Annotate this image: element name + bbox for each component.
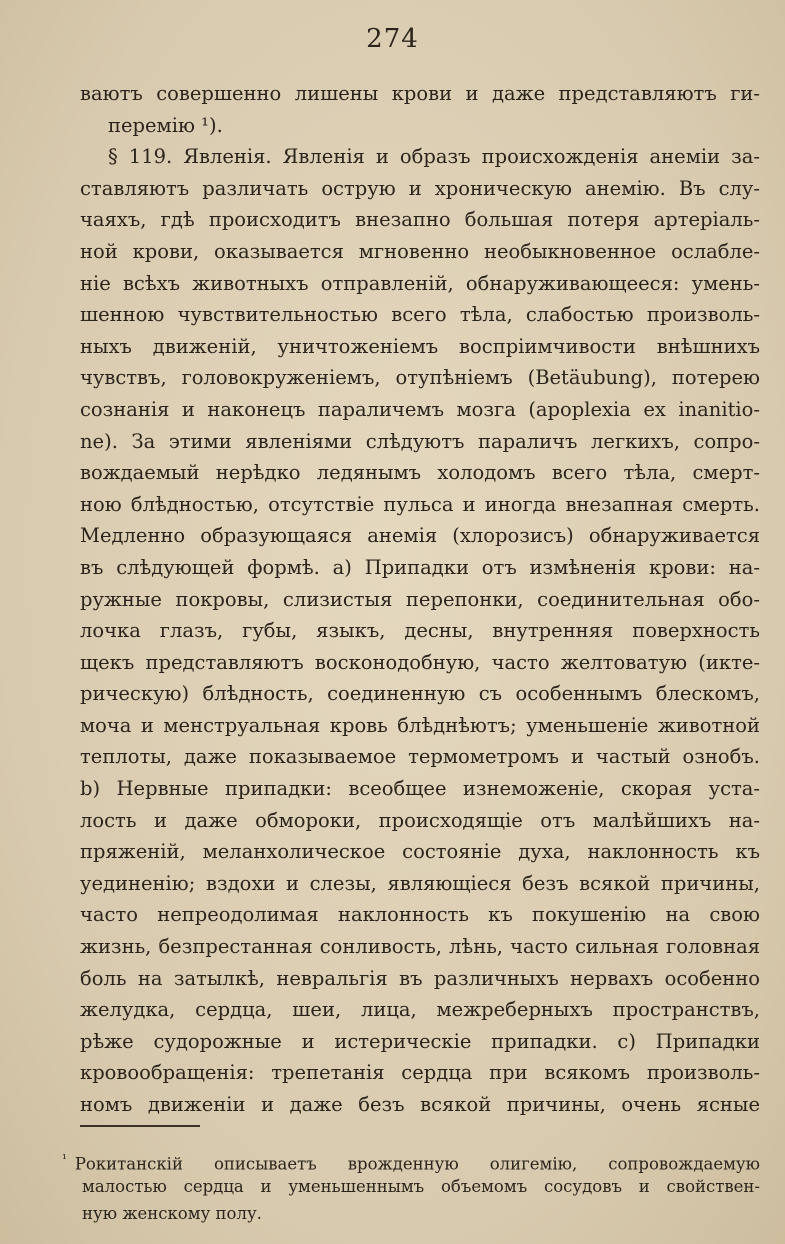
text-line: перемію ¹). (108, 113, 223, 137)
text-line: чувствъ, головокруженіемъ, отупѣніемъ (Betäubung), потерею (80, 366, 760, 390)
text-line: ніе всѣхъ животныхъ отправленій, обнаруживающееся: умень- (80, 271, 760, 295)
text-line: вождаемый нерѣдко ледянымъ холодомъ всего тѣла, смерт- (80, 461, 760, 485)
text-line: уединенію; вздохи и слезы, являющіеся безъ всякой причины, (80, 871, 760, 895)
text-line: b) Нервные припадки: всеобщее изнеможеніе, скорая уста- (80, 777, 760, 801)
text-line: ваютъ совершенно лишены крови и даже представляютъ ги- (80, 82, 760, 105)
text-line: въ слѣдующей формѣ. a) Припадки отъ измѣненія крови: на- (80, 555, 760, 579)
text-line: боль на затылкѣ, невральгія въ различныхъ нервахъ особенно (80, 966, 760, 990)
footnote-marker: ¹ (62, 1152, 67, 1166)
text-line: шенною чувствительностью всего тѣла, слабостью произволь- (80, 303, 760, 327)
text-line: ною блѣдностью, отсутствіе пульса и иногда внезапная смерть. (80, 492, 760, 516)
text-line: моча и менструальная кровь блѣднѣютъ; уменьшеніе животной (80, 713, 760, 737)
body-text (80, 78, 760, 1121)
footnote-text: Рокитанскій описываетъ врожденную олигемію, сопровождаемую (74, 1154, 760, 1174)
text-line: ной крови, оказывается мгновенно необыкновенное ослабле- (80, 239, 760, 263)
text-line: рическую) блѣдность, соединенную съ особеннымъ блескомъ, (80, 682, 760, 706)
text-line: ружные покровы, слизистыя перепонки, соединительная обо- (80, 587, 760, 611)
footnote (62, 1146, 760, 1227)
footnote-line (62, 1146, 760, 1173)
text-line: лочка глазъ, губы, языкъ, десны, внутренняя поверхность (80, 619, 760, 643)
text-line: пряженій, меланхолическое состояніе духа, наклонность къ (80, 840, 760, 864)
footnote-divider (80, 1125, 200, 1127)
footnote-line: ную женскому полу. (82, 1204, 262, 1223)
text-line: чаяхъ, гдѣ происходитъ внезапно большая потеря артеріаль- (80, 208, 760, 232)
text-line: щекъ представляютъ восконодобную, часто желтоватую (иктe- (80, 650, 760, 674)
text-line: ne). За этими явленіями слѣдуютъ параличъ легкихъ, сопро- (80, 429, 760, 453)
text-line: кровообращенія: трепетанія сердца при всякомъ произволь- (80, 1061, 760, 1085)
text-line: жизнь, безпрестанная сонливость, лѣнь, часто сильная головная (80, 935, 760, 959)
footnote-line: малостью сердца и уменьшеннымъ объемомъ сосудовъ и свойствен- (82, 1177, 760, 1196)
text-line: лость и даже обмороки, происходящіе отъ малѣйшихъ на- (80, 808, 760, 832)
text-line: рѣже судорожные и истерическіе припадки. c) Припадки (80, 1029, 760, 1053)
text-line: часто непреодолимая наклонность къ покушенію на свою (80, 903, 760, 927)
page-number: 274 (366, 24, 419, 54)
text-line: Медленно образующаяся анемія (хлорозисъ) обнаруживается (80, 524, 760, 548)
text-line: ныхъ движеній, уничтоженіемъ воспріимчивости внѣшнихъ (80, 334, 760, 358)
section-heading-line: § 119. Явленія. Явленія и образъ происхожденія анеміи за- (108, 145, 760, 169)
text-line: номъ движеніи и даже безъ всякой причины, очень ясные (80, 1093, 760, 1116)
text-line: теплоты, даже показываемое термометромъ и частый ознобъ. (80, 745, 760, 769)
text-line: ставляютъ различать острую и хроническую анемію. Въ слу- (80, 176, 760, 200)
text-line: сознанія и наконецъ параличемъ мозга (apoplexia ex inanitio- (80, 397, 760, 421)
text-line: желудка, сердца, шеи, лица, межреберныхъ пространствъ, (80, 998, 760, 1022)
